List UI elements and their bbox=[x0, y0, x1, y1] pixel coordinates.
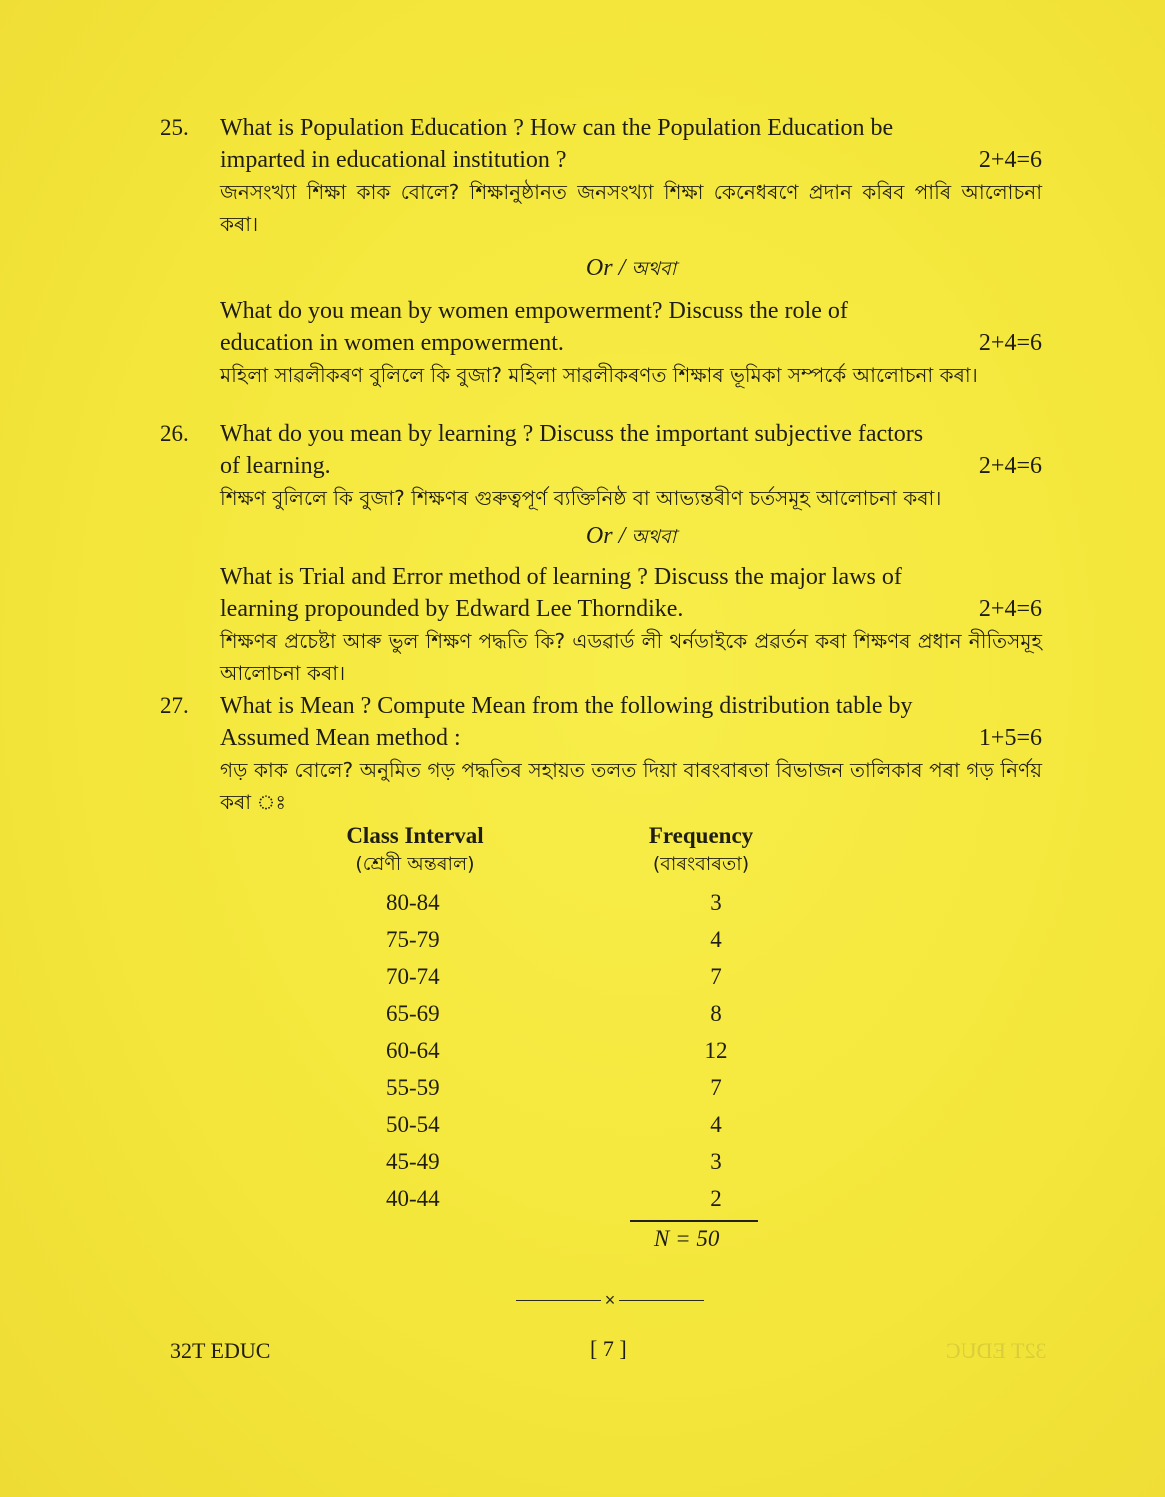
table-row bbox=[320, 958, 780, 995]
class-interval: 50-54 bbox=[386, 1112, 440, 1137]
table-row bbox=[320, 1143, 780, 1180]
alt-question-text-assamese: মহিলা সাৱলীকৰণ বুলিলে কি বুজা? মহিলা সাৱলীকৰণত শিক্ষাৰ ভূমিকা সম্পৰ্কে আলোচনা কৰা। bbox=[220, 363, 978, 387]
alt-marks: 2+4=6 bbox=[978, 330, 1042, 356]
question-text-line2: of learning. bbox=[220, 453, 331, 479]
marks: 2+4=6 bbox=[978, 453, 1042, 479]
end-of-paper-mark bbox=[512, 1290, 708, 1310]
question-25 bbox=[160, 112, 1042, 391]
frequency: 12 bbox=[704, 1038, 728, 1063]
table-header bbox=[320, 822, 780, 878]
or-label-assamese: অথবা bbox=[631, 526, 677, 548]
class-interval: 80-84 bbox=[386, 890, 440, 915]
or-label: Or / bbox=[585, 523, 626, 549]
question-text-line1: What is Population Education ? How can the Population Education be bbox=[220, 115, 894, 141]
question-text-line2: imparted in educational institution ? bbox=[220, 147, 567, 173]
end-dash-left bbox=[516, 1300, 601, 1301]
header-label-assamese: (শ্ৰেণী অন্তৰাল) bbox=[355, 853, 475, 875]
frequency: 7 bbox=[710, 964, 722, 989]
question-number: 26. bbox=[160, 421, 189, 446]
class-interval: 45-49 bbox=[386, 1149, 440, 1174]
paper-code: 32T EDUC bbox=[170, 1338, 271, 1363]
table-row bbox=[320, 995, 780, 1032]
or-separator bbox=[220, 520, 1042, 553]
header-class-interval bbox=[320, 822, 510, 878]
frequency: 3 bbox=[710, 890, 722, 915]
table-row bbox=[320, 921, 780, 958]
class-interval: 40-44 bbox=[386, 1186, 440, 1211]
alt-question-text-line2: education in women empowerment. bbox=[220, 330, 564, 356]
frequency: 4 bbox=[710, 1112, 722, 1137]
header-frequency bbox=[626, 822, 776, 878]
question-number: 25. bbox=[160, 115, 189, 140]
header-label: Class Interval bbox=[346, 823, 484, 848]
question-text-line2: Assumed Mean method : bbox=[220, 725, 461, 751]
table-row bbox=[320, 1032, 780, 1069]
table-row bbox=[320, 1180, 780, 1217]
table-body bbox=[320, 884, 780, 1217]
frequency: 2 bbox=[710, 1186, 722, 1211]
question-text-assamese: শিক্ষণ বুলিলে কি বুজা? শিক্ষণৰ গুৰুত্বপূৰ্ণ ব্যক্তিনিষ্ঠ বা আভ্যন্তৰীণ চৰ্তসমূহ আলোচনা কৰা। bbox=[220, 486, 942, 510]
bleed-through-paper-code: 32T EDUC bbox=[946, 1338, 1047, 1363]
total-n: N = 50 bbox=[654, 1226, 720, 1251]
alt-question-text-line1: What is Trial and Error method of learning ? Discuss the major laws of bbox=[220, 564, 902, 590]
table-row bbox=[320, 1106, 780, 1143]
class-interval: 70-74 bbox=[386, 964, 440, 989]
class-interval: 75-79 bbox=[386, 927, 440, 952]
alt-marks: 2+4=6 bbox=[978, 596, 1042, 622]
class-interval: 65-69 bbox=[386, 1001, 440, 1026]
question-text-assamese: গড় কাক বোলে? অনুমিত গড় পদ্ধতিৰ সহায়ত তলত দিয়া বাৰংবাৰতা বিভাজন তালিকাৰ পৰা গড় নিৰ্ণয় কৰা ঃ bbox=[220, 758, 1042, 814]
header-label-assamese: (বাৰংবাৰতা) bbox=[652, 853, 750, 875]
page-number: [ 7 ] bbox=[590, 1336, 627, 1361]
frequency: 8 bbox=[710, 1001, 722, 1026]
header-label: Frequency bbox=[648, 823, 754, 848]
question-text-line1: What is Mean ? Compute Mean from the following distribution table by bbox=[220, 693, 913, 719]
alt-question-text-assamese: শিক্ষণৰ প্ৰচেষ্টা আৰু ভুল শিক্ষণ পদ্ধতি কি? এডৱাৰ্ড লী থৰ্নডাইকে প্ৰৱৰ্তন কৰা শিক্ষণৰ প্ৰধান নীতিসমূহ আলোচনা কৰা। bbox=[220, 629, 1042, 685]
marks: 2+4=6 bbox=[978, 147, 1042, 173]
class-interval: 55-59 bbox=[386, 1075, 440, 1100]
class-interval: 60-64 bbox=[386, 1038, 440, 1063]
total-rule bbox=[630, 1220, 758, 1222]
frequency: 3 bbox=[710, 1149, 722, 1174]
table-row bbox=[320, 884, 780, 921]
marks: 1+5=6 bbox=[978, 725, 1042, 751]
or-separator bbox=[220, 252, 1042, 285]
end-dash-right bbox=[619, 1300, 704, 1301]
frequency: 7 bbox=[710, 1075, 722, 1100]
end-cross: × bbox=[604, 1289, 616, 1310]
question-26 bbox=[160, 418, 1042, 689]
alt-question-text-line1: What do you mean by women empowerment? Discuss the role of bbox=[220, 298, 848, 324]
frequency: 4 bbox=[710, 927, 722, 952]
question-text-line1: What do you mean by learning ? Discuss the important subjective factors bbox=[220, 421, 924, 447]
question-number: 27. bbox=[160, 693, 189, 718]
or-label: Or / bbox=[585, 255, 626, 281]
question-27 bbox=[160, 690, 1042, 818]
frequency-table bbox=[320, 822, 780, 1251]
or-label-assamese: অথবা bbox=[631, 258, 677, 280]
question-text-assamese: জনসংখ্যা শিক্ষা কাক বোলে? শিক্ষানুষ্ঠানত জনসংখ্যা শিক্ষা কেনেধৰণে প্ৰদান কৰিব পাৰি আলোচনা কৰা। bbox=[220, 180, 1042, 236]
alt-question-text-line2: learning propounded by Edward Lee Thorndike. bbox=[220, 596, 684, 622]
table-row bbox=[320, 1069, 780, 1106]
